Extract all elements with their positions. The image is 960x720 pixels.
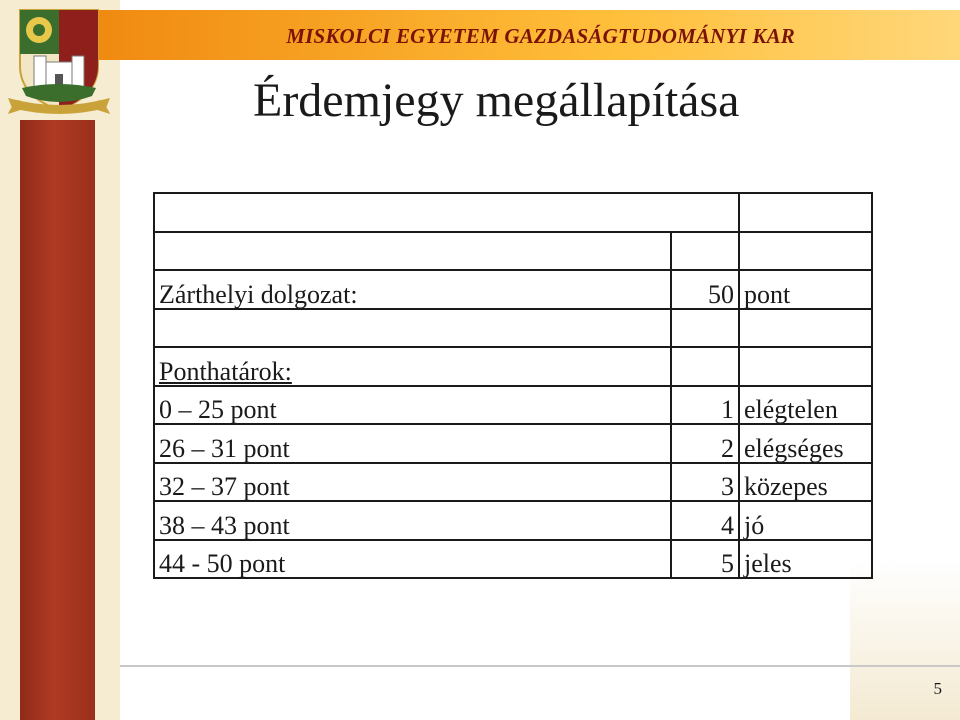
range-cell: 32 – 37 pont (154, 463, 671, 502)
grade-number: 3 (671, 463, 739, 502)
table-row (154, 193, 872, 232)
table-row (154, 424, 872, 463)
grade-name: közepes (739, 463, 872, 502)
table-row (154, 270, 872, 309)
exam-unit: pont (739, 270, 872, 309)
table-cell-empty (739, 347, 872, 386)
section-label-cell (154, 347, 671, 386)
table-row (154, 463, 872, 502)
footer-divider (120, 665, 960, 667)
table-cell-empty (739, 193, 872, 232)
grade-number: 2 (671, 424, 739, 463)
corner-decoration (850, 560, 960, 720)
grade-number: 4 (671, 501, 739, 540)
table-cell-empty (154, 309, 671, 348)
table-cell-empty (671, 347, 739, 386)
range-cell: 26 – 31 pont (154, 424, 671, 463)
institution-name: MISKOLCI EGYETEM GAZDASÁGTUDOMÁNYI KAR (286, 24, 795, 48)
table-row (154, 232, 872, 271)
table-row (154, 347, 872, 386)
table-cell-empty (671, 309, 739, 348)
grade-name: elégséges (739, 424, 872, 463)
table-cell-empty (739, 232, 872, 271)
table-cell-empty (154, 232, 671, 271)
page-title: Érdemjegy megállapítása (253, 74, 740, 127)
table-row (154, 540, 872, 579)
table-cell-empty (671, 232, 739, 271)
grade-number: 5 (671, 540, 739, 579)
university-crest-icon (6, 8, 112, 118)
table-cell-empty (739, 309, 872, 348)
table-row (154, 309, 872, 348)
grade-name: jeles (739, 540, 872, 579)
grade-name: jó (739, 501, 872, 540)
grade-name: elégtelen (739, 386, 872, 425)
range-cell: 0 – 25 pont (154, 386, 671, 425)
grade-table (153, 192, 873, 579)
range-cell: 44 - 50 pont (154, 540, 671, 579)
exam-value: 50 (671, 270, 739, 309)
left-red-stripe (20, 120, 95, 720)
section-label: Ponthatárok: (159, 356, 292, 386)
grade-number: 1 (671, 386, 739, 425)
table-row (154, 386, 872, 425)
range-cell: 38 – 43 pont (154, 501, 671, 540)
table-row (154, 501, 872, 540)
table-cell-empty (154, 193, 739, 232)
page-number: 5 (933, 679, 942, 698)
exam-label: Zárthelyi dolgozat: (154, 270, 671, 309)
